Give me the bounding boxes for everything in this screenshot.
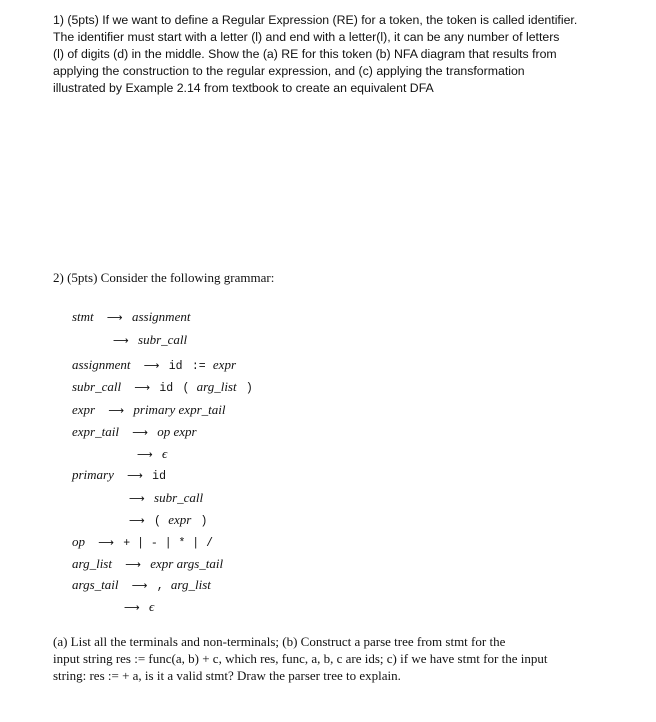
- question-1-line: applying the construction to the regular expression, and (c) applying the transformation: [53, 64, 525, 78]
- terminal: ,: [156, 580, 164, 593]
- rule-lhs: expr: [72, 402, 96, 417]
- grammar-rule: [72, 402, 225, 419]
- grammar-rule: [72, 556, 223, 573]
- rule-lhs: arg_list: [72, 556, 112, 571]
- grammar-rule: [124, 599, 154, 616]
- rule-rhs: expr: [168, 512, 192, 527]
- rule-rhs: primary expr_tail: [133, 402, 226, 417]
- rule-rhs: assignment: [131, 309, 191, 324]
- terminal: ): [245, 382, 253, 395]
- rule-rhs: op expr: [157, 424, 197, 439]
- question-2-footer-line: input string res := func(a, b) + c, which res, func, a, b, c are ids; c) if we have stmt for the input: [53, 651, 548, 666]
- arrow-icon: ⟶: [134, 381, 151, 394]
- grammar-rule: [129, 490, 203, 507]
- rule-lhs: assignment: [72, 357, 131, 372]
- grammar-rule: [72, 379, 253, 397]
- terminal: (: [154, 515, 161, 528]
- rule-rhs: subr_call: [154, 490, 204, 505]
- question-2-footer-line: string: res := + a, is it a valid stmt? Draw the parser tree to explain.: [53, 668, 401, 683]
- grammar-rule: [137, 446, 167, 463]
- question-1-line: 1) (5pts) If we want to define a Regular Expression (RE) for a token, the token is called identifier.: [53, 13, 578, 27]
- question-2-footer-line: (a) List all the terminals and non-terminals; (b) Construct a parse tree from stmt for the: [53, 634, 506, 649]
- question-1-line: (l) of digits (d) in the middle. Show the (a) RE for this token (b) NFA diagram that results from: [53, 47, 557, 61]
- question-1-line: The identifier must start with a letter (l) and end with a letter(l), it can be any number of letters: [53, 30, 560, 44]
- arrow-icon: ⟶: [131, 579, 148, 592]
- grammar-rule: [72, 357, 236, 375]
- terminal: ): [200, 515, 208, 528]
- terminal: id: [159, 382, 174, 395]
- arrow-icon: ⟶: [137, 448, 153, 461]
- grammar-rule: [72, 309, 190, 326]
- grammar-rule: [72, 534, 213, 552]
- grammar-rule: [72, 424, 197, 441]
- arrow-icon: ⟶: [113, 334, 129, 347]
- grammar-rule: [113, 332, 187, 349]
- terminal: id: [168, 360, 183, 373]
- arrow-icon: ⟶: [132, 426, 148, 439]
- question-1-line: illustrated by Example 2.14 from textbook to create an equivalent DFA: [53, 81, 434, 95]
- grammar-rule: [72, 577, 211, 595]
- epsilon-symbol: ϵ: [162, 446, 168, 461]
- terminal: :=: [191, 360, 206, 373]
- arrow-icon: ⟶: [129, 514, 145, 527]
- terminal: + | - | * | /: [123, 537, 213, 550]
- rule-rhs: arg_list: [196, 379, 237, 394]
- terminal: (: [182, 382, 190, 395]
- rule-lhs: primary: [72, 467, 114, 482]
- grammar-rule: [129, 512, 207, 530]
- terminal: id: [152, 470, 166, 483]
- rule-rhs: expr: [212, 357, 237, 372]
- grammar-rule: [72, 467, 166, 485]
- arrow-icon: ⟶: [129, 492, 145, 505]
- rule-rhs: arg_list: [170, 577, 211, 592]
- arrow-icon: ⟶: [124, 601, 140, 614]
- rule-lhs: op: [72, 534, 85, 549]
- rule-lhs: args_tail: [72, 577, 119, 592]
- epsilon-symbol: ϵ: [149, 599, 155, 614]
- arrow-icon: ⟶: [98, 536, 115, 549]
- arrow-icon: ⟶: [106, 311, 123, 324]
- arrow-icon: ⟶: [108, 404, 125, 417]
- question-2-heading: 2) (5pts) Consider the following grammar:: [53, 270, 275, 285]
- rule-lhs: expr_tail: [72, 424, 119, 439]
- rule-lhs: stmt: [72, 309, 94, 324]
- rule-lhs: subr_call: [72, 379, 122, 394]
- arrow-icon: ⟶: [143, 359, 160, 372]
- arrow-icon: ⟶: [125, 558, 142, 571]
- arrow-icon: ⟶: [127, 469, 143, 482]
- rule-rhs: expr args_tail: [150, 556, 224, 571]
- rule-rhs: subr_call: [138, 332, 188, 347]
